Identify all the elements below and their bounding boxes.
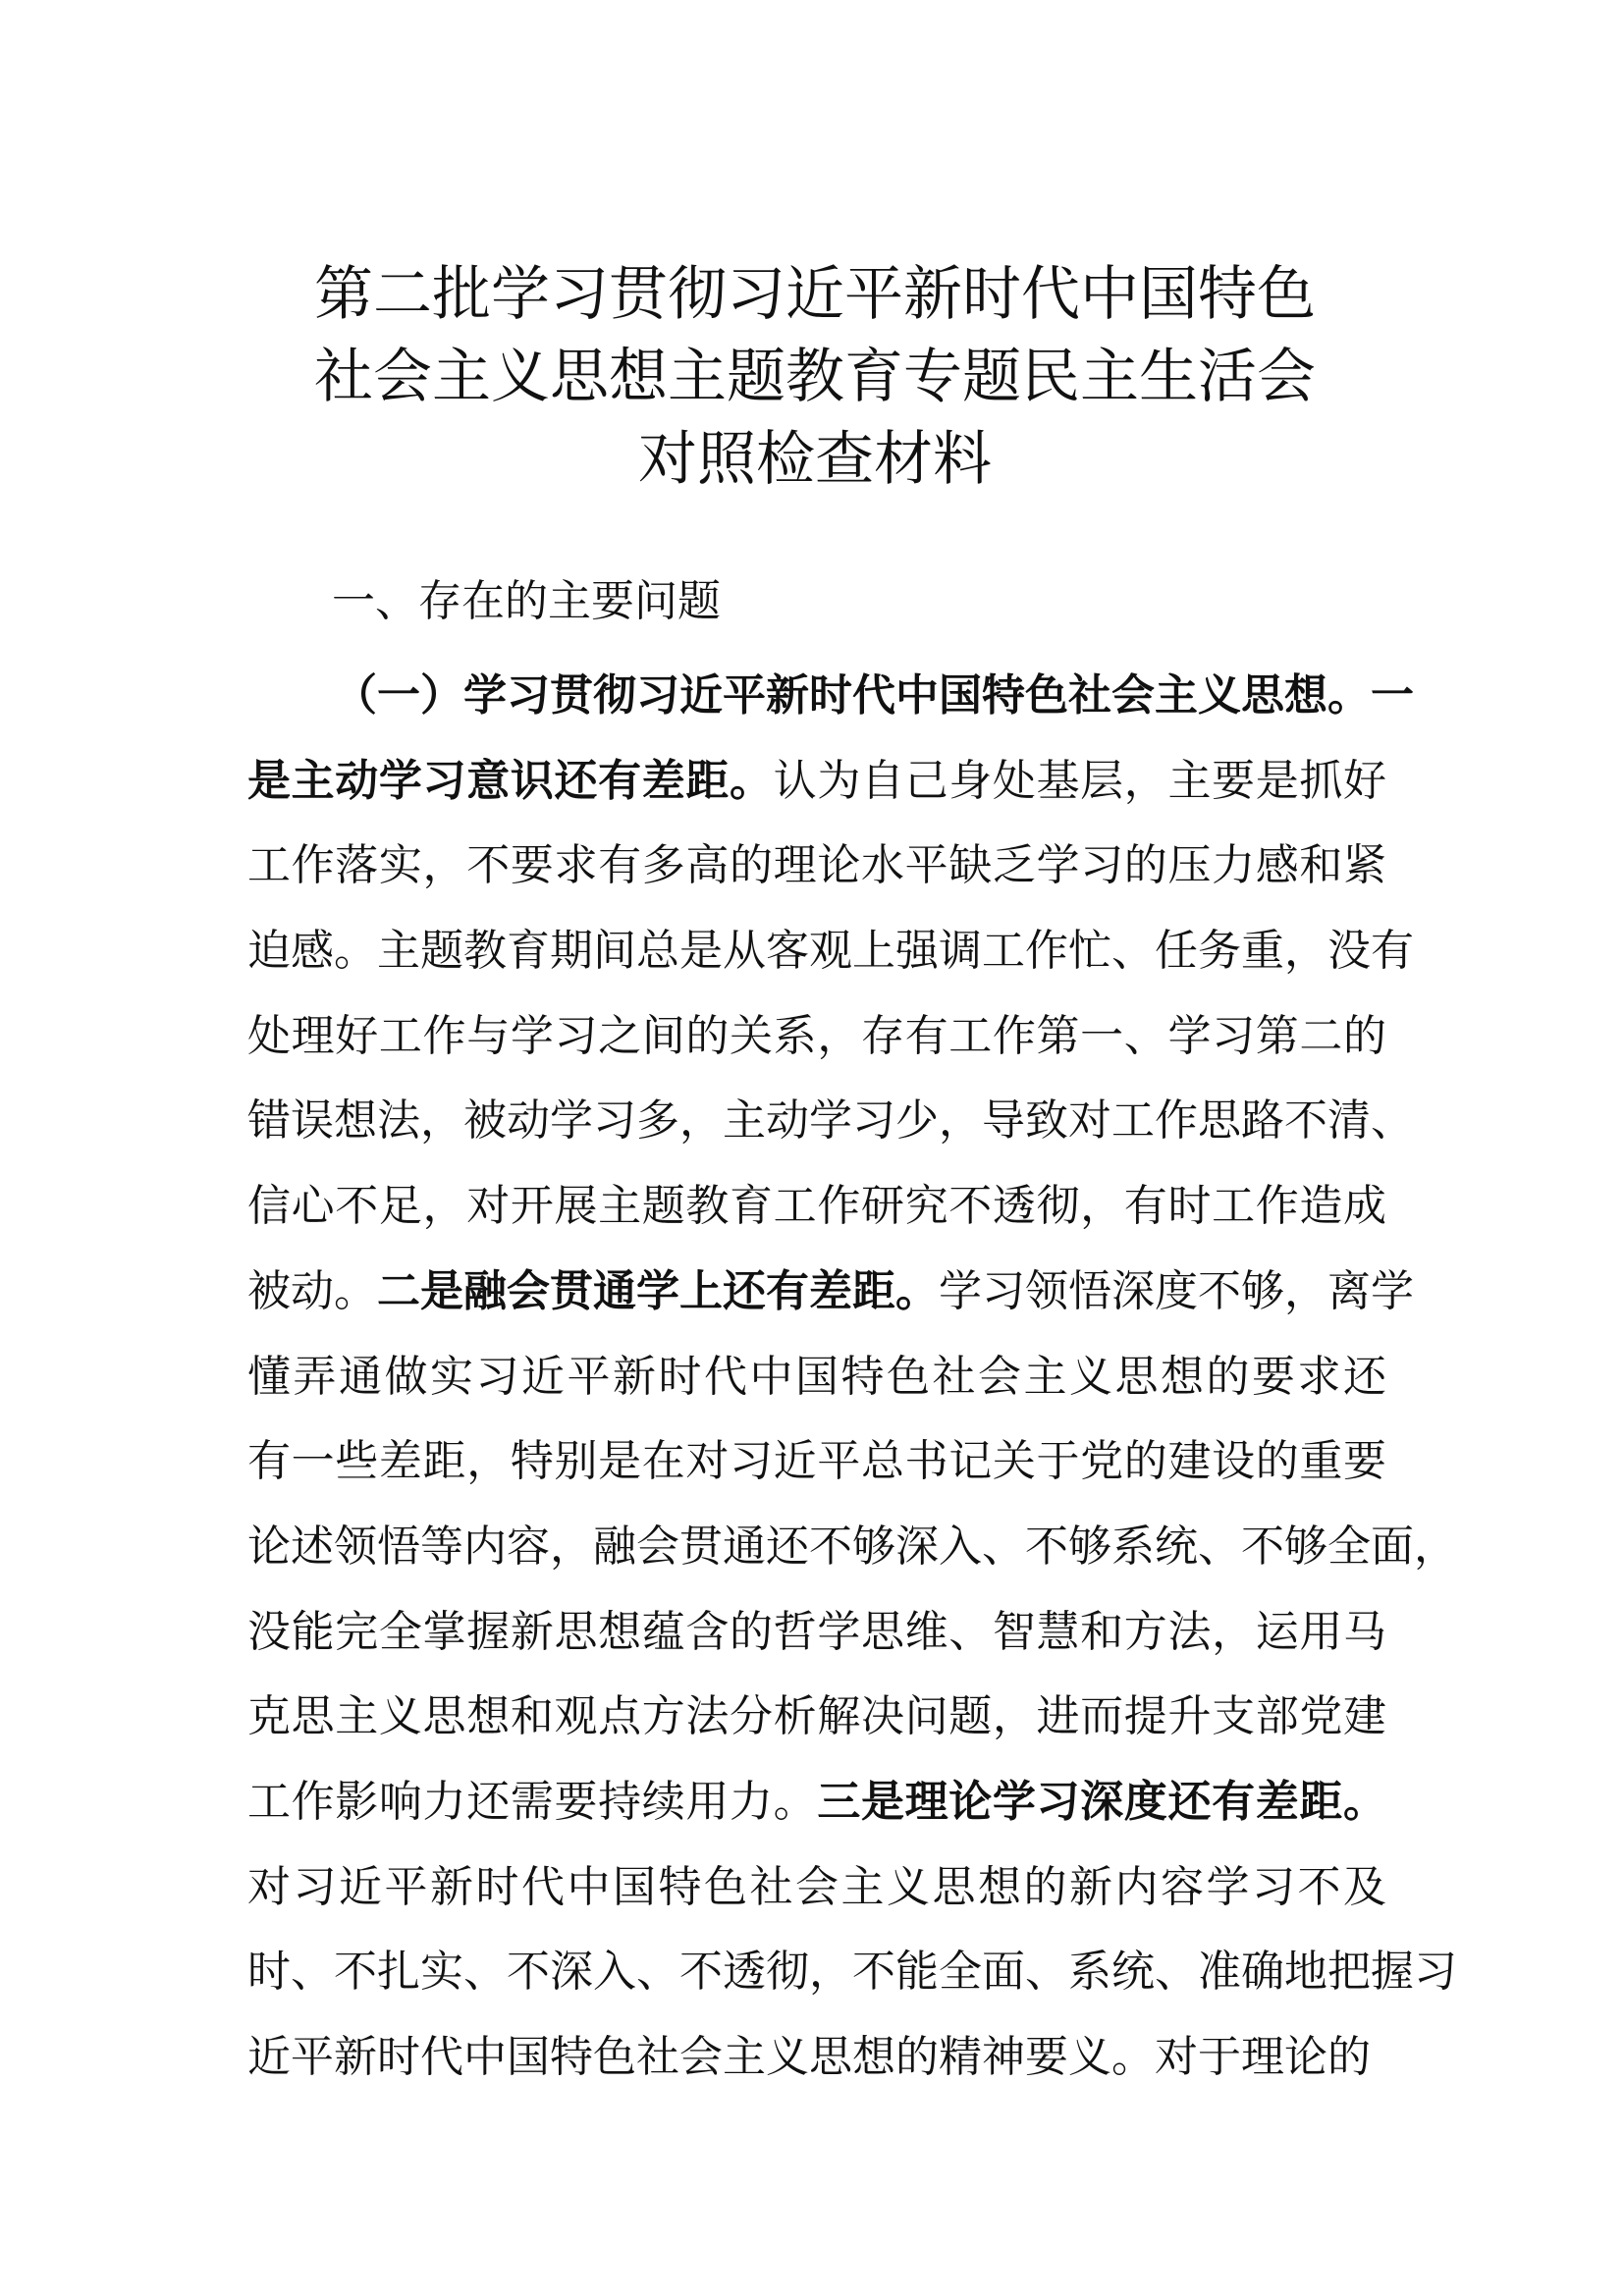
text-line — [247, 1845, 1386, 1931]
text-line — [247, 1675, 1386, 1760]
text-run: 有一些差距，特别是在对习近平总书记关于党的建设的重要 — [247, 1436, 1386, 1487]
title-line-1: 第二批学习贯彻习近平新时代中国特色 — [314, 260, 1316, 330]
section-heading: 一、存在的主要问题 — [332, 576, 721, 626]
text-run: 论述领悟等内容，融会贯通还不够深入、不够系统、不够全面， — [247, 1521, 1457, 1572]
text-run: 认为自己身处基层，主要是抓好 — [773, 755, 1387, 806]
document-title — [236, 253, 1394, 501]
text-run: 处理好工作与学习之间的关系，存有工作第一、学习第二的 — [247, 1010, 1386, 1061]
text-line — [247, 1164, 1386, 1250]
bold-text-run: 二是融会贯通学上还有差距。 — [377, 1265, 939, 1316]
body-paragraph — [247, 654, 1457, 2101]
text-line — [247, 1590, 1386, 1676]
text-run: 近平新时代中国特色社会主义思想的精神要义。对于理论的 — [247, 2032, 1371, 2082]
text-line — [247, 654, 1414, 739]
text-run: 错误想法，被动学习多，主动学习少，导致对工作思路不清、 — [247, 1095, 1414, 1147]
text-run: 克思主义思想和观点方法分析解决问题，进而提升支部党建 — [247, 1691, 1386, 1742]
text-line — [247, 1079, 1414, 1164]
text-run: 没能完全掌握新思想蕴含的哲学思维、智慧和方法，运用马 — [247, 1606, 1386, 1657]
text-run: 对习近平新时代中国特色社会主义思想的新内容学习不及 — [247, 1861, 1386, 1912]
text-line — [247, 739, 1386, 825]
text-run: 懂弄通做实习近平新时代中国特色社会主义思想的要求还 — [247, 1351, 1386, 1402]
text-line — [247, 1930, 1457, 2015]
title-line-2: 社会主义思想主题教育专题民主生活会 — [314, 343, 1316, 412]
text-run: 迫感。主题教育期间总是从客观上强调工作忙、任务重，没有 — [247, 926, 1414, 977]
text-line — [247, 909, 1414, 994]
text-run: 时、不扎实、不深入、不透彻，不能全面、系统、准确地把握习 — [247, 1947, 1457, 1998]
text-run: 工作落实，不要求有多高的理论水平缺乏学习的压力感和紧 — [247, 840, 1386, 891]
text-line — [247, 2015, 1386, 2101]
text-line — [247, 1505, 1457, 1590]
text-line — [247, 1760, 1386, 1845]
bold-text-run: （一）学习贯彻习近平新时代中国特色社会主义思想。一 — [334, 670, 1414, 721]
text-line — [247, 994, 1386, 1080]
bold-text-run: 是主动学习意识还有差距。 — [247, 755, 774, 806]
text-run: 被动。 — [247, 1265, 377, 1316]
text-run: 学习领悟深度不够，离学 — [939, 1265, 1414, 1316]
bold-text-run: 三是理论学习深度还有差距。 — [817, 1776, 1387, 1827]
text-line — [247, 1250, 1414, 1335]
text-line — [247, 1335, 1386, 1420]
text-line — [247, 1419, 1386, 1505]
title-line-3: 对照检查材料 — [638, 425, 992, 495]
text-run: 工作影响力还需要持续用力。 — [247, 1776, 818, 1827]
text-run: 信心不足，对开展主题教育工作研究不透彻，有时工作造成 — [247, 1181, 1386, 1232]
text-line — [247, 824, 1386, 909]
